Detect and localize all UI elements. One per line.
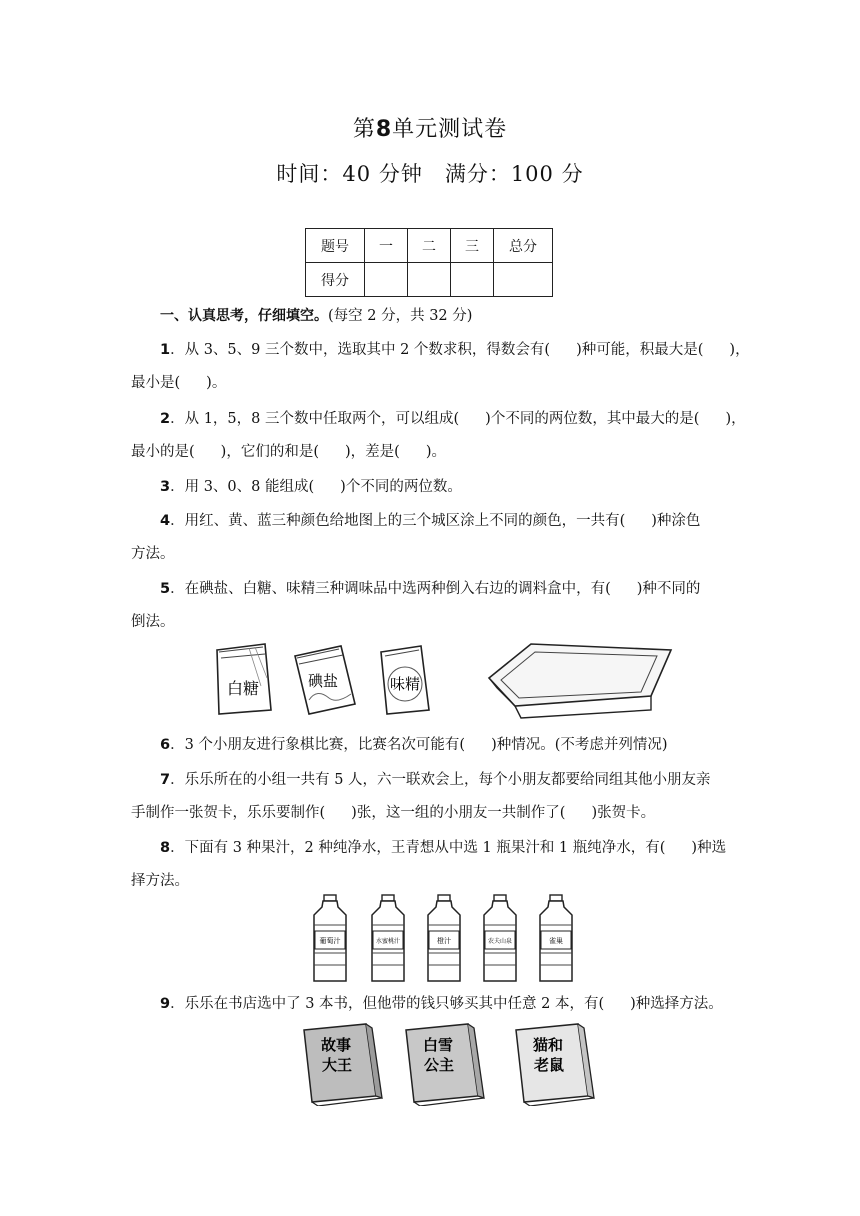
question-1-line-1 bbox=[160, 340, 760, 360]
question-1-line-2 bbox=[131, 373, 731, 393]
question-text: ．用 3、0、8 能组成( bbox=[170, 479, 315, 495]
books-illustration bbox=[294, 1020, 604, 1106]
question-text: ．3 个小朋友进行象棋比赛，比赛名次可能有( bbox=[170, 737, 466, 753]
question-8-line-1 bbox=[160, 838, 760, 858]
bottle-label: 农夫山泉 bbox=[487, 938, 513, 945]
package-label: 味精 bbox=[389, 675, 421, 693]
score-header-cell: 一 bbox=[365, 229, 408, 263]
question-6 bbox=[160, 735, 760, 755]
book-icon bbox=[304, 1024, 382, 1106]
question-text: ．从 3、5、9 三个数中，选取其中 2 个数求积，得数会有( bbox=[170, 342, 551, 358]
question-text: )种涂色 bbox=[651, 513, 701, 529]
question-text: )种选 bbox=[691, 840, 727, 856]
score-table-score-row bbox=[306, 263, 553, 297]
title-number: 8 bbox=[375, 117, 393, 142]
bottle-icon bbox=[428, 895, 460, 981]
question-7-line-2 bbox=[131, 803, 731, 823]
question-number: 7 bbox=[160, 772, 171, 788]
package-label: 碘盐 bbox=[307, 672, 339, 690]
section-title: 一、认真思考，仔细填空。 bbox=[160, 308, 328, 324]
seasoning-tray-icon bbox=[489, 644, 671, 718]
question-text: )。 bbox=[425, 444, 446, 460]
question-9 bbox=[160, 994, 760, 1014]
bottle-icon bbox=[484, 895, 516, 981]
book-title-line: 白雪 bbox=[422, 1036, 454, 1054]
page-title bbox=[0, 112, 860, 143]
bottle-label: 水蜜桃汁 bbox=[375, 938, 401, 945]
question-3 bbox=[160, 477, 760, 497]
question-number: 4 bbox=[160, 513, 171, 529]
title-prefix: 第 bbox=[352, 117, 376, 142]
sugar-package-icon bbox=[217, 644, 271, 714]
book-title-line: 故事 bbox=[320, 1036, 352, 1054]
question-text: ．乐乐在书店选中了 3 本书，但他带的钱只够买其中任意 2 本，有( bbox=[170, 996, 605, 1012]
question-number: 3 bbox=[160, 479, 171, 495]
question-text: )，它们的和是( bbox=[220, 444, 319, 460]
question-text: )， bbox=[729, 342, 750, 358]
question-number: 8 bbox=[160, 840, 171, 856]
score-header-cell: 二 bbox=[408, 229, 451, 263]
score-header-cell: 三 bbox=[451, 229, 494, 263]
question-text: 手制作一张贺卡，乐乐要制作( bbox=[131, 805, 326, 821]
question-number: 2 bbox=[160, 411, 171, 427]
question-text: 倒法。 bbox=[131, 614, 175, 630]
score-input-cell[interactable] bbox=[494, 263, 553, 297]
question-2-line-1 bbox=[160, 409, 760, 429]
score-table bbox=[305, 228, 553, 297]
bottle-icon bbox=[372, 895, 404, 981]
package-label: 白糖 bbox=[226, 679, 260, 698]
question-text: )种选择方法。 bbox=[630, 996, 723, 1012]
question-8-line-2 bbox=[131, 871, 731, 891]
question-text: )，差是( bbox=[345, 444, 400, 460]
question-5-line-1 bbox=[160, 579, 760, 599]
question-text: ．从 1，5，8 三个数中任取两个，可以组成( bbox=[170, 411, 460, 427]
question-text: 最小的是( bbox=[131, 444, 195, 460]
score-row-label: 得分 bbox=[306, 263, 365, 297]
question-text: )种可能，积最大是( bbox=[576, 342, 704, 358]
question-text: ．用红、黄、蓝三种颜色给地图上的三个城区涂上不同的颜色，一共有( bbox=[170, 513, 626, 529]
question-4-line-2 bbox=[131, 544, 731, 564]
bottle-icon bbox=[314, 895, 346, 981]
bottles-illustration bbox=[308, 893, 588, 983]
score-header-cell: 题号 bbox=[306, 229, 365, 263]
score-table-header-row bbox=[306, 229, 553, 263]
question-text: )张，这一组的小朋友一共制作了( bbox=[351, 805, 566, 821]
question-text: )。 bbox=[206, 375, 227, 391]
book-icon bbox=[516, 1024, 594, 1106]
section-note: (每空 2 分，共 32 分) bbox=[328, 308, 473, 324]
book-title-line: 老鼠 bbox=[533, 1056, 565, 1074]
msg-package-icon bbox=[381, 646, 429, 714]
score-header-cell: 总分 bbox=[494, 229, 553, 263]
score-input-cell[interactable] bbox=[365, 263, 408, 297]
bottle-icon bbox=[540, 895, 572, 981]
seasoning-illustration bbox=[205, 638, 675, 720]
question-4-line-1 bbox=[160, 511, 760, 531]
question-number: 6 bbox=[160, 737, 171, 753]
section-heading bbox=[160, 306, 760, 326]
book-icon bbox=[406, 1024, 484, 1106]
bottle-label: 葡萄汁 bbox=[319, 937, 341, 945]
question-number: 9 bbox=[160, 996, 171, 1012]
question-5-line-2 bbox=[131, 612, 731, 632]
question-text: )个不同的两位数，其中最大的是( bbox=[485, 411, 700, 427]
question-text: )， bbox=[725, 411, 746, 427]
question-text: 最小是( bbox=[131, 375, 181, 391]
book-title-line: 大王 bbox=[321, 1056, 353, 1074]
score-input-cell[interactable] bbox=[451, 263, 494, 297]
question-text: )种情况。(不考虑并列情况) bbox=[491, 737, 668, 753]
question-text: )张贺卡。 bbox=[591, 805, 656, 821]
exam-info: 时间：40 分钟 满分：100 分 bbox=[276, 162, 584, 186]
book-title-line: 公主 bbox=[423, 1056, 455, 1074]
bottle-label: 雀巢 bbox=[549, 937, 563, 945]
question-text: )种不同的 bbox=[636, 581, 701, 597]
question-7-line-1 bbox=[160, 770, 760, 790]
question-text: ．乐乐所在的小组一共有 5 人，六一联欢会上，每个小朋友都要给同组其他小朋友亲 bbox=[170, 772, 711, 788]
question-2-line-2 bbox=[131, 442, 731, 462]
question-text: )个不同的两位数。 bbox=[340, 479, 462, 495]
score-input-cell[interactable] bbox=[408, 263, 451, 297]
title-suffix: 单元测试卷 bbox=[392, 117, 508, 142]
bottle-label: 橙汁 bbox=[437, 937, 451, 945]
question-text: ．在碘盐、白糖、味精三种调味品中选两种倒入右边的调料盒中，有( bbox=[170, 581, 611, 597]
question-number: 5 bbox=[160, 581, 171, 597]
question-text: 择方法。 bbox=[131, 873, 189, 889]
question-number: 1 bbox=[160, 342, 171, 358]
question-text: 方法。 bbox=[131, 546, 175, 562]
question-text: ．下面有 3 种果汁，2 种纯净水，王青想从中选 1 瓶果汁和 1 瓶纯净水，有( bbox=[170, 840, 666, 856]
salt-package-icon bbox=[295, 646, 355, 714]
book-title-line: 猫和 bbox=[532, 1036, 564, 1054]
